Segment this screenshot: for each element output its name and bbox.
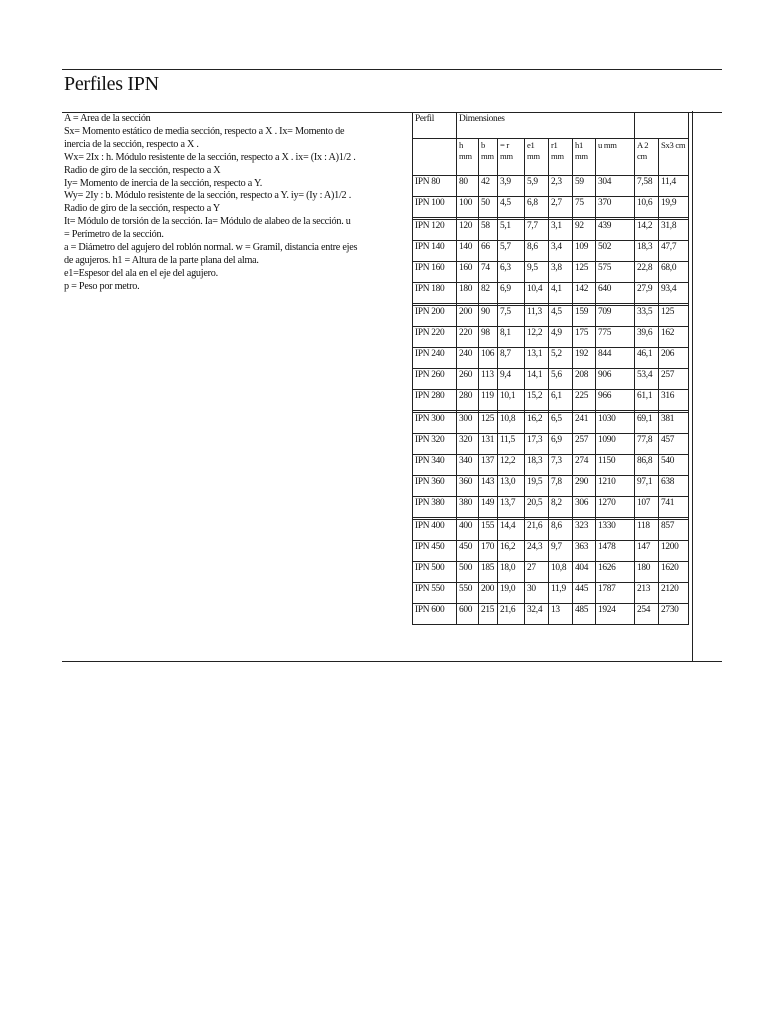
value-cell: 125 xyxy=(573,262,596,283)
value-cell: 1924 xyxy=(596,604,635,625)
value-cell: 93,4 xyxy=(659,283,689,304)
value-cell: 82 xyxy=(479,283,498,304)
value-cell: 21,6 xyxy=(498,604,525,625)
value-cell: 39,6 xyxy=(635,327,659,348)
profile-cell: IPN 220 xyxy=(413,327,457,348)
value-cell: 370 xyxy=(596,197,635,218)
table-row xyxy=(413,583,689,604)
value-cell: 2,7 xyxy=(549,197,573,218)
value-cell: 12,2 xyxy=(498,455,525,476)
value-cell: 11,3 xyxy=(525,306,549,327)
legend-line: de agujeros. h1 = Altura de la parte plana del alma. xyxy=(64,254,259,266)
value-cell: 5,7 xyxy=(498,241,525,262)
value-cell: 170 xyxy=(479,541,498,562)
value-cell: 844 xyxy=(596,348,635,369)
value-cell: 2120 xyxy=(659,583,689,604)
value-cell: 9,4 xyxy=(498,369,525,390)
table-row xyxy=(413,220,689,241)
value-cell: 240 xyxy=(457,348,479,369)
value-cell: 439 xyxy=(596,220,635,241)
value-cell: 10,4 xyxy=(525,283,549,304)
legend-line: Iy= Momento de inercia de la sección, respecto a Y. xyxy=(64,177,263,189)
value-cell: 30 xyxy=(525,583,549,604)
value-cell: 254 xyxy=(635,604,659,625)
value-cell: 600 xyxy=(457,604,479,625)
header-dimensiones: Dimensiones xyxy=(457,113,635,139)
value-cell: 140 xyxy=(457,241,479,262)
legend-line: It= Módulo de torsión de la sección. Ia= Módulo de alabeo de la sección. u xyxy=(64,216,351,228)
value-cell: 19,9 xyxy=(659,197,689,218)
value-cell: 19,0 xyxy=(498,583,525,604)
value-cell: 304 xyxy=(596,176,635,197)
value-cell: 257 xyxy=(573,434,596,455)
table-row xyxy=(413,476,689,497)
value-cell: 159 xyxy=(573,306,596,327)
value-cell: 5,2 xyxy=(549,348,573,369)
value-cell: 90 xyxy=(479,306,498,327)
value-cell: 206 xyxy=(659,348,689,369)
legend-line: inercia de la sección, respecto a X . xyxy=(64,138,199,150)
value-cell: 1478 xyxy=(596,541,635,562)
profile-cell: IPN 320 xyxy=(413,434,457,455)
table-row xyxy=(413,390,689,411)
value-cell: 241 xyxy=(573,413,596,434)
value-cell: 5,6 xyxy=(549,369,573,390)
profile-cell: IPN 100 xyxy=(413,197,457,218)
value-cell: 8,2 xyxy=(549,497,573,518)
value-cell: 137 xyxy=(479,455,498,476)
value-cell: 363 xyxy=(573,541,596,562)
value-cell: 8,6 xyxy=(525,241,549,262)
value-cell: 109 xyxy=(573,241,596,262)
profile-cell: IPN 360 xyxy=(413,476,457,497)
header-h: h mm xyxy=(457,139,479,176)
table-row xyxy=(413,176,689,197)
value-cell: 53,4 xyxy=(635,369,659,390)
value-cell: 192 xyxy=(573,348,596,369)
legend-line: Wx= 2Ix : h. Módulo resistente de la sección, respecto a X . ix= (Ix : A)1/2 . xyxy=(64,151,356,163)
value-cell: 125 xyxy=(659,306,689,327)
value-cell: 300 xyxy=(457,413,479,434)
value-cell: 10,8 xyxy=(549,562,573,583)
value-cell: 1210 xyxy=(596,476,635,497)
table-row xyxy=(413,327,689,348)
value-cell: 215 xyxy=(479,604,498,625)
profile-cell: IPN 340 xyxy=(413,455,457,476)
value-cell: 208 xyxy=(573,369,596,390)
value-cell: 15,2 xyxy=(525,390,549,411)
value-cell: 485 xyxy=(573,604,596,625)
profile-cell: IPN 120 xyxy=(413,220,457,241)
value-cell: 457 xyxy=(659,434,689,455)
value-cell: 17,3 xyxy=(525,434,549,455)
value-cell: 59 xyxy=(573,176,596,197)
profile-cell: IPN 80 xyxy=(413,176,457,197)
value-cell: 4,1 xyxy=(549,283,573,304)
table-row xyxy=(413,604,689,625)
legend-line: a = Diámetro del agujero del roblón normal. w = Gramil, distancia entre ejes xyxy=(64,242,358,254)
table-row xyxy=(413,348,689,369)
value-cell: 450 xyxy=(457,541,479,562)
table-row xyxy=(413,369,689,390)
value-cell: 14,1 xyxy=(525,369,549,390)
value-cell: 97,1 xyxy=(635,476,659,497)
value-cell: 6,9 xyxy=(549,434,573,455)
value-cell: 4,9 xyxy=(549,327,573,348)
value-cell: 225 xyxy=(573,390,596,411)
profile-cell: IPN 200 xyxy=(413,306,457,327)
profile-cell: IPN 380 xyxy=(413,497,457,518)
profile-cell: IPN 160 xyxy=(413,262,457,283)
value-cell: 9,7 xyxy=(549,541,573,562)
value-cell: 8,6 xyxy=(549,520,573,541)
value-cell: 3,8 xyxy=(549,262,573,283)
header-h1: h1 mm xyxy=(573,139,596,176)
value-cell: 13,7 xyxy=(498,497,525,518)
value-cell: 86,8 xyxy=(635,455,659,476)
value-cell: 11,4 xyxy=(659,176,689,197)
value-cell: 400 xyxy=(457,520,479,541)
value-cell: 280 xyxy=(457,390,479,411)
profile-cell: IPN 260 xyxy=(413,369,457,390)
value-cell: 13 xyxy=(549,604,573,625)
value-cell: 185 xyxy=(479,562,498,583)
table-subheader-row xyxy=(413,139,689,176)
header-u: u mm xyxy=(596,139,635,176)
legend-line: Wy= 2Iy : b. Módulo resistente de la sección, respecto a Y. iy= (Iy : A)1/2 . xyxy=(64,190,351,202)
value-cell: 118 xyxy=(635,520,659,541)
value-cell: 260 xyxy=(457,369,479,390)
value-cell: 2730 xyxy=(659,604,689,625)
value-cell: 69,1 xyxy=(635,413,659,434)
legend-block xyxy=(64,113,414,294)
value-cell: 180 xyxy=(457,283,479,304)
value-cell: 638 xyxy=(659,476,689,497)
value-cell: 77,8 xyxy=(635,434,659,455)
value-cell: 149 xyxy=(479,497,498,518)
legend-line: Sx= Momento estático de media sección, respecto a X . Ix= Momento de xyxy=(64,125,345,137)
value-cell: 1330 xyxy=(596,520,635,541)
value-cell: 14,4 xyxy=(498,520,525,541)
value-cell: 13,1 xyxy=(525,348,549,369)
value-cell: 380 xyxy=(457,497,479,518)
value-cell: 46,1 xyxy=(635,348,659,369)
value-cell: 155 xyxy=(479,520,498,541)
right-rule xyxy=(692,111,693,661)
value-cell: 4,5 xyxy=(549,306,573,327)
value-cell: 290 xyxy=(573,476,596,497)
value-cell: 180 xyxy=(635,562,659,583)
value-cell: 100 xyxy=(457,197,479,218)
value-cell: 1787 xyxy=(596,583,635,604)
table-row xyxy=(413,283,689,304)
value-cell: 1030 xyxy=(596,413,635,434)
value-cell: 107 xyxy=(635,497,659,518)
value-cell: 113 xyxy=(479,369,498,390)
header-r1: r1 mm xyxy=(549,139,573,176)
value-cell: 966 xyxy=(596,390,635,411)
value-cell: 540 xyxy=(659,455,689,476)
value-cell: 1200 xyxy=(659,541,689,562)
value-cell: 320 xyxy=(457,434,479,455)
table-row xyxy=(413,413,689,434)
ipn-table xyxy=(412,112,689,625)
value-cell: 27 xyxy=(525,562,549,583)
value-cell: 6,5 xyxy=(549,413,573,434)
profile-cell: IPN 300 xyxy=(413,413,457,434)
header-perfil: Perfil xyxy=(413,113,457,139)
value-cell: 3,1 xyxy=(549,220,573,241)
value-cell: 50 xyxy=(479,197,498,218)
value-cell: 66 xyxy=(479,241,498,262)
table-row xyxy=(413,541,689,562)
value-cell: 6,3 xyxy=(498,262,525,283)
value-cell: 257 xyxy=(659,369,689,390)
value-cell: 68,0 xyxy=(659,262,689,283)
value-cell: 75 xyxy=(573,197,596,218)
value-cell: 21,6 xyxy=(525,520,549,541)
table-row xyxy=(413,262,689,283)
value-cell: 16,2 xyxy=(498,541,525,562)
value-cell: 147 xyxy=(635,541,659,562)
value-cell: 92 xyxy=(573,220,596,241)
value-cell: 11,5 xyxy=(498,434,525,455)
value-cell: 31,8 xyxy=(659,220,689,241)
value-cell: 142 xyxy=(573,283,596,304)
value-cell: 120 xyxy=(457,220,479,241)
value-cell: 10,8 xyxy=(498,413,525,434)
profile-cell: IPN 140 xyxy=(413,241,457,262)
value-cell: 640 xyxy=(596,283,635,304)
title-bar xyxy=(62,69,722,113)
profile-cell: IPN 500 xyxy=(413,562,457,583)
value-cell: 5,1 xyxy=(498,220,525,241)
value-cell: 10,1 xyxy=(498,390,525,411)
value-cell: 445 xyxy=(573,583,596,604)
legend-line: A = Area de la sección xyxy=(64,113,151,124)
value-cell: 7,3 xyxy=(549,455,573,476)
header-blank xyxy=(413,139,457,176)
bottom-rule xyxy=(62,661,722,662)
value-cell: 47,7 xyxy=(659,241,689,262)
value-cell: 80 xyxy=(457,176,479,197)
value-cell: 340 xyxy=(457,455,479,476)
value-cell: 162 xyxy=(659,327,689,348)
value-cell: 709 xyxy=(596,306,635,327)
value-cell: 125 xyxy=(479,413,498,434)
table-row xyxy=(413,562,689,583)
value-cell: 19,5 xyxy=(525,476,549,497)
value-cell: 3,4 xyxy=(549,241,573,262)
value-cell: 16,2 xyxy=(525,413,549,434)
value-cell: 200 xyxy=(479,583,498,604)
header-sx: Sx3 cm xyxy=(659,139,689,176)
value-cell: 575 xyxy=(596,262,635,283)
value-cell: 360 xyxy=(457,476,479,497)
value-cell: 6,1 xyxy=(549,390,573,411)
value-cell: 7,58 xyxy=(635,176,659,197)
value-cell: 502 xyxy=(596,241,635,262)
value-cell: 33,5 xyxy=(635,306,659,327)
value-cell: 61,1 xyxy=(635,390,659,411)
value-cell: 58 xyxy=(479,220,498,241)
table-row xyxy=(413,497,689,518)
table-row xyxy=(413,197,689,218)
value-cell: 13,0 xyxy=(498,476,525,497)
value-cell: 4,5 xyxy=(498,197,525,218)
profile-cell: IPN 400 xyxy=(413,520,457,541)
value-cell: 741 xyxy=(659,497,689,518)
value-cell: 22,8 xyxy=(635,262,659,283)
value-cell: 12,2 xyxy=(525,327,549,348)
value-cell: 11,9 xyxy=(549,583,573,604)
value-cell: 32,4 xyxy=(525,604,549,625)
value-cell: 18,3 xyxy=(635,241,659,262)
header-e1: e1 mm xyxy=(525,139,549,176)
value-cell: 131 xyxy=(479,434,498,455)
value-cell: 3,9 xyxy=(498,176,525,197)
value-cell: 381 xyxy=(659,413,689,434)
value-cell: 5,9 xyxy=(525,176,549,197)
value-cell: 306 xyxy=(573,497,596,518)
header-b: b mm xyxy=(479,139,498,176)
value-cell: 98 xyxy=(479,327,498,348)
value-cell: 20,5 xyxy=(525,497,549,518)
value-cell: 274 xyxy=(573,455,596,476)
value-cell: 6,9 xyxy=(498,283,525,304)
legend-line: Radio de giro de la sección, respecto a X xyxy=(64,164,221,176)
value-cell: 9,5 xyxy=(525,262,549,283)
value-cell: 160 xyxy=(457,262,479,283)
value-cell: 10,6 xyxy=(635,197,659,218)
header-empty xyxy=(635,113,689,139)
table-row xyxy=(413,241,689,262)
legend-line: Radio de giro de la sección, respecto a Y xyxy=(64,203,220,215)
value-cell: 906 xyxy=(596,369,635,390)
value-cell: 2,3 xyxy=(549,176,573,197)
value-cell: 106 xyxy=(479,348,498,369)
value-cell: 550 xyxy=(457,583,479,604)
value-cell: 1090 xyxy=(596,434,635,455)
value-cell: 143 xyxy=(479,476,498,497)
value-cell: 1626 xyxy=(596,562,635,583)
value-cell: 175 xyxy=(573,327,596,348)
value-cell: 7,8 xyxy=(549,476,573,497)
value-cell: 775 xyxy=(596,327,635,348)
profile-cell: IPN 600 xyxy=(413,604,457,625)
value-cell: 213 xyxy=(635,583,659,604)
value-cell: 119 xyxy=(479,390,498,411)
table-row xyxy=(413,434,689,455)
header-r: = r mm xyxy=(498,139,525,176)
page-title: Perfiles IPN xyxy=(64,73,159,95)
profile-cell: IPN 180 xyxy=(413,283,457,304)
profile-cell: IPN 550 xyxy=(413,583,457,604)
value-cell: 404 xyxy=(573,562,596,583)
legend-line: e1=Espesor del ala en el eje del agujero. xyxy=(64,267,218,279)
profile-cell: IPN 240 xyxy=(413,348,457,369)
value-cell: 1620 xyxy=(659,562,689,583)
table-header-row xyxy=(413,113,689,139)
value-cell: 14,2 xyxy=(635,220,659,241)
value-cell: 220 xyxy=(457,327,479,348)
value-cell: 42 xyxy=(479,176,498,197)
value-cell: 857 xyxy=(659,520,689,541)
value-cell: 6,8 xyxy=(525,197,549,218)
value-cell: 7,5 xyxy=(498,306,525,327)
value-cell: 18,3 xyxy=(525,455,549,476)
value-cell: 8,1 xyxy=(498,327,525,348)
value-cell: 74 xyxy=(479,262,498,283)
value-cell: 200 xyxy=(457,306,479,327)
profile-cell: IPN 280 xyxy=(413,390,457,411)
table-row xyxy=(413,306,689,327)
value-cell: 27,9 xyxy=(635,283,659,304)
value-cell: 1270 xyxy=(596,497,635,518)
value-cell: 323 xyxy=(573,520,596,541)
profile-cell: IPN 450 xyxy=(413,541,457,562)
value-cell: 316 xyxy=(659,390,689,411)
header-a: A 2 cm xyxy=(635,139,659,176)
table-row xyxy=(413,520,689,541)
value-cell: 24,3 xyxy=(525,541,549,562)
legend-line: p = Peso por metro. xyxy=(64,280,140,292)
table-row xyxy=(413,455,689,476)
legend-line: = Perímetro de la sección. xyxy=(64,229,164,241)
value-cell: 7,7 xyxy=(525,220,549,241)
value-cell: 18,0 xyxy=(498,562,525,583)
value-cell: 1150 xyxy=(596,455,635,476)
value-cell: 8,7 xyxy=(498,348,525,369)
value-cell: 500 xyxy=(457,562,479,583)
